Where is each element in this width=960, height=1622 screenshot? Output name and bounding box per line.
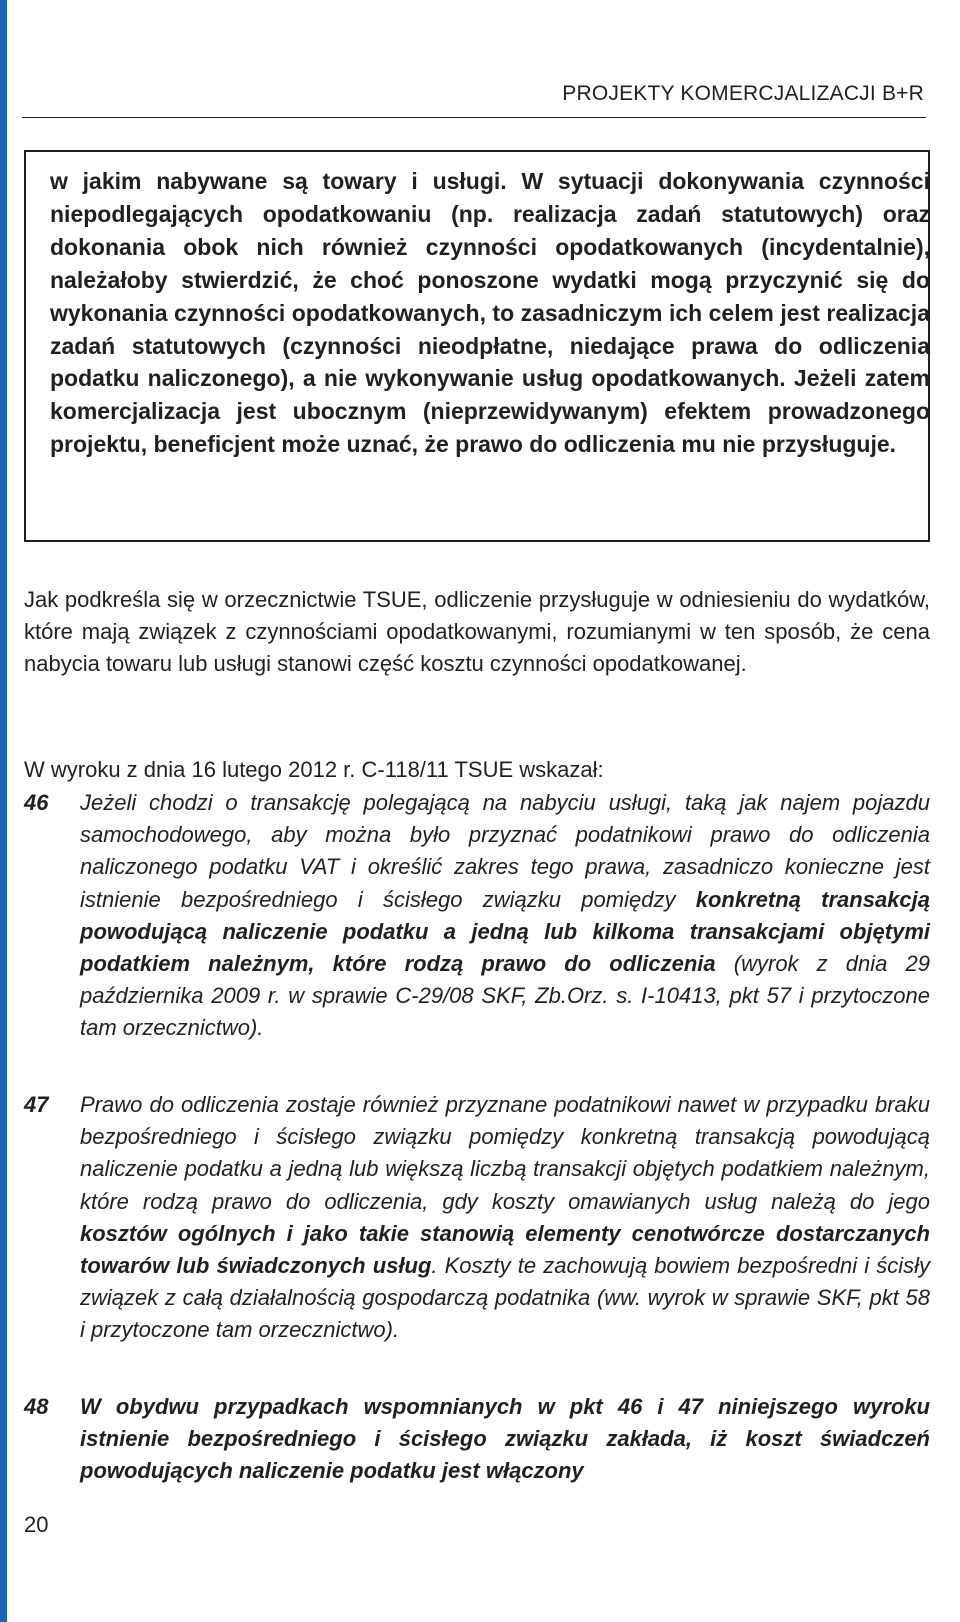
running-header: PROJEKTY KOMERCJALIZACJI B+R <box>562 82 924 105</box>
quote-item-48 <box>24 1391 930 1488</box>
quote-text <box>80 1089 930 1347</box>
left-accent-bar <box>0 0 7 1622</box>
quote-number: 47 <box>24 1092 49 1117</box>
quote-text <box>80 1391 930 1488</box>
header-rule <box>22 117 926 118</box>
paragraph-tsue: Jak podkreśla się w orzecznictwie TSUE, odliczenie przysługuje w odniesieniu do wydatków, które mają związek z czynnościami opodatkowanymi, rozumianymi w ten sposób, że cena nabycia towaru lub usługi stanowi część kosztu czynności opodatkowanej. <box>24 587 930 677</box>
page-number: 20 <box>24 1512 49 1537</box>
quote-text-part: Prawo do odliczenia zostaje również przyznane podatnikowi nawet w przypadku braku bezpośredniego i ścisłego związku pomiędzy konkretną transakcją powodującą naliczenie podatku a jedną lub większą liczbą transakcji objętych podatkiem należnym, które rodzą prawo do odliczenia, gdy koszty omawianych usług należą do jego <box>80 1092 930 1214</box>
quote-text-emphasis: W obydwu przypadkach wspomnianych w pkt 46 i 47 niniejszego wyroku istnienie bezpośredniego i ścisłego związku zakłada, iż koszt świadczeń powodujących naliczenie podatku jest włączony <box>80 1394 930 1484</box>
quote-text-emphasis: kosztów ogólnych i jako takie stanowią elementy cenotwórcze dostarczanych towarów lub świadczonych usług <box>80 1220 930 1279</box>
paragraph-judgment-intro: W wyroku z dnia 16 lutego 2012 r. C-118/11 TSUE wskazał: <box>24 757 604 782</box>
quote-text-part: Jeżeli chodzi o transakcję polegającą na nabyciu usługi, taką jak najem pojazdu samochodowego, aby można było przyznać podatnikowi prawo do odliczenia naliczonego podatku VAT i określić zakres tego prawa, zasadniczo konieczne jest istnienie bezpośredniego i ścisłego związku pomiędzy <box>80 790 930 912</box>
highlight-box-text: w jakim nabywane są towary i usługi. W sytuacji dokonywania czynności niepodlegających opodatkowaniu (np. realizacja zadań statutowych) oraz dokonania obok nich również czynności opodatkowanych (incydentalnie), należałoby stwierdzić, że choć ponoszone wydatki mogą przyczynić się do wykonania czynności opodatkowanych, to zasadniczym ich celem jest realizacja zadań statutowych (czynności nieodpłatne, niedające prawa do odliczenia podatku naliczonego), a nie wykonywanie usług opodatkowanych. Jeżeli zatem komercjalizacja jest ubocznym (nieprzewidywanym) efektem prowadzonego projektu, beneficjent może uznać, że prawo do odliczenia mu nie przysługuje. <box>50 168 930 458</box>
quote-number: 46 <box>24 790 49 815</box>
quote-text-part: (wyrok z dnia 29 października 2009 r. w sprawie C-29/08 SKF, Zb.Orz. s. I-10413, pkt 57 i przytoczone tam orzecznictwo). <box>80 951 931 1041</box>
quote-item-46 <box>24 787 930 1045</box>
quote-item-47 <box>24 1089 930 1347</box>
quote-number: 48 <box>24 1394 49 1419</box>
quote-text-part: . Koszty te zachowują bowiem bezpośredni i ścisły związek z całą działalnością gospodarczą podatnika (ww. wyrok w sprawie SKF, pkt 58 i przytoczone tam orzecznictwo). <box>80 1253 930 1343</box>
quote-text-emphasis: konkretną transakcją powodującą naliczenie podatku a jedną lub kilkoma transakcjami objętymi podatkiem należnym, które rodzą prawo do odliczenia <box>80 886 931 977</box>
quote-text <box>80 787 930 1045</box>
